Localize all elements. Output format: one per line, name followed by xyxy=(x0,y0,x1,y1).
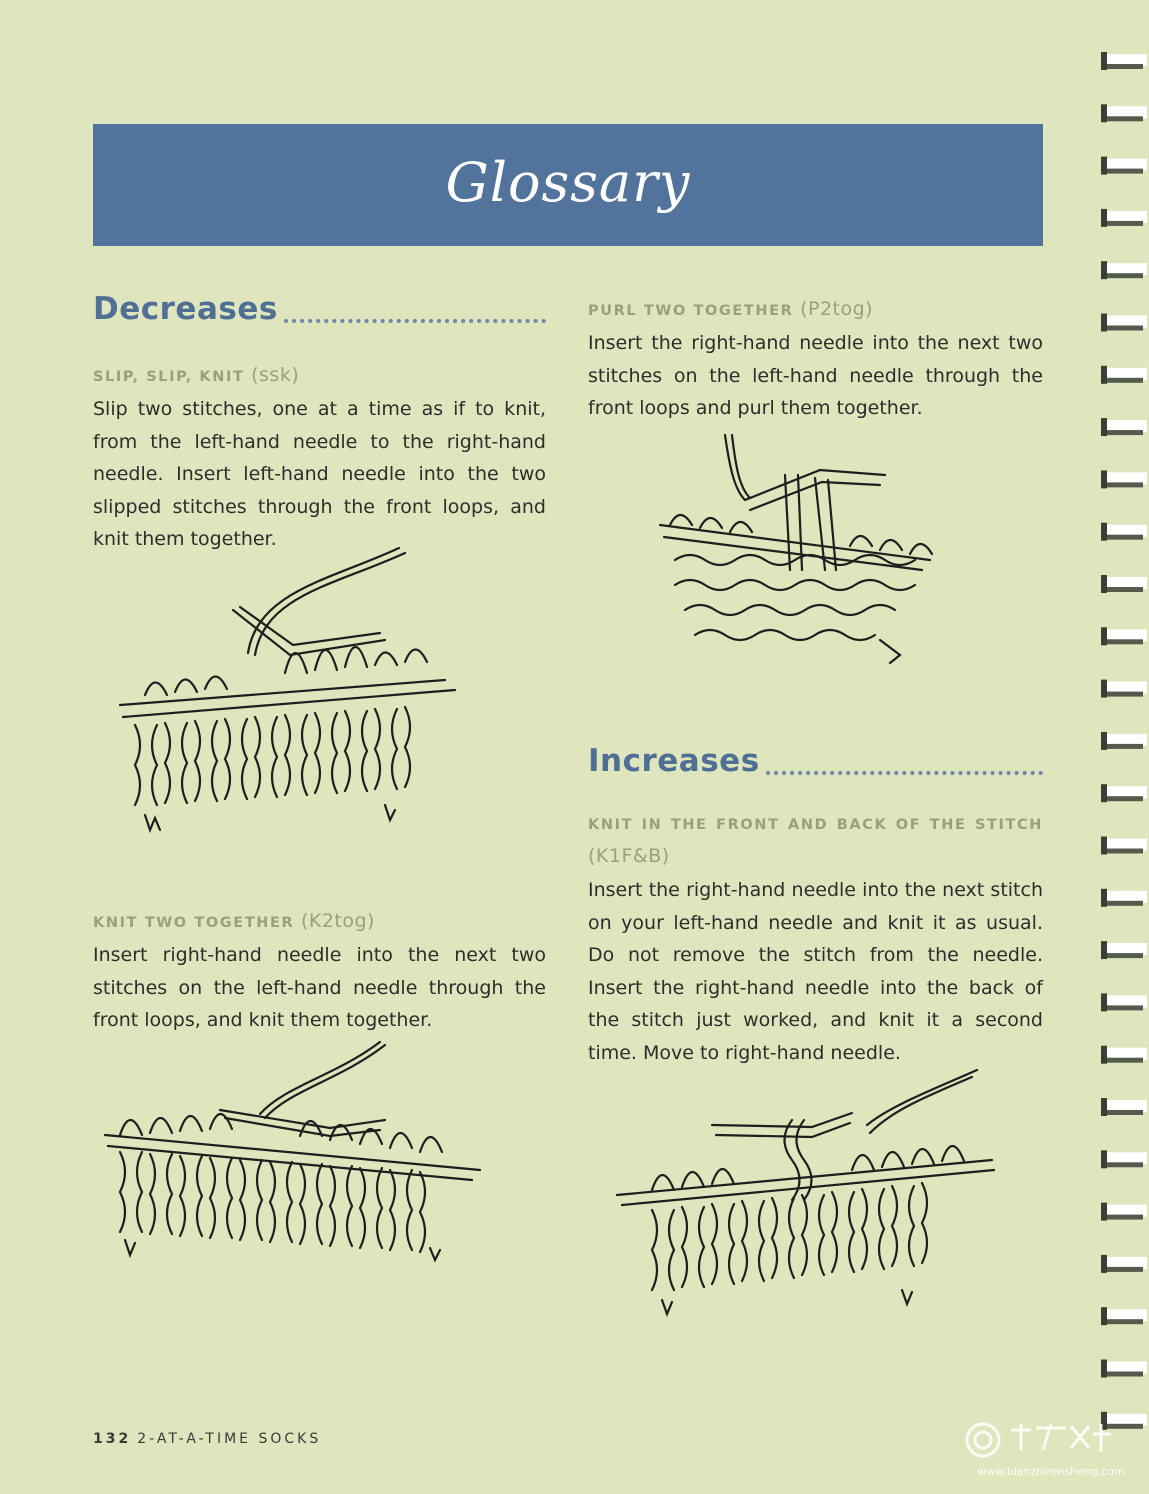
binding-ring xyxy=(1101,418,1147,436)
binding-ring xyxy=(1101,941,1147,959)
entry-ssk xyxy=(93,360,546,556)
entry-ssk-abbr: (ssk) xyxy=(251,364,300,386)
book-title: 2-AT-A-TIME SOCKS xyxy=(137,1431,322,1447)
decreases-heading xyxy=(93,286,546,326)
entry-k2tog xyxy=(93,906,546,1037)
binding-ring xyxy=(1101,470,1147,488)
entry-k2tog-text: Insert right-hand needle into the next two stitches on the left-hand needle through the front loops, and knit them together. xyxy=(93,944,546,1031)
entry-kfb xyxy=(588,810,1043,1069)
watermark-logo xyxy=(961,1416,1141,1480)
entry-kfb-text: Insert the right-hand needle into the next stitch on your left-hand needle and knit it as usual. Do not remove the stitch from the needle. Insert the right-hand needle into the back of the stitch just worked, and knit it a second time. Move to right-hand needle. xyxy=(588,879,1043,1064)
binding-ring xyxy=(1101,1150,1147,1168)
entry-ssk-text: Slip two stitches, one at a time as if to knit, from the left-hand needle to the right-hand needle. Insert left-hand needle into the two slipped stitches through the front loops, and knit them together. xyxy=(93,398,546,550)
entry-k2tog-name: KNIT TWO TOGETHER xyxy=(93,915,295,931)
entry-p2tog xyxy=(588,294,1043,425)
page-footer xyxy=(93,1431,321,1447)
watermark-url: www.bianzhirensheng.com xyxy=(977,1465,1125,1478)
binding-ring xyxy=(1101,732,1147,750)
binding-ring xyxy=(1101,1360,1147,1378)
binding-ring xyxy=(1101,1307,1147,1325)
entry-kfb-name: KNIT IN THE FRONT AND BACK OF THE STITCH xyxy=(588,817,1043,833)
kfb-illustration xyxy=(612,1065,1002,1320)
binding-ring xyxy=(1101,366,1147,384)
entry-p2tog-title xyxy=(588,294,1043,327)
binding-ring xyxy=(1101,889,1147,907)
binding-ring xyxy=(1101,680,1147,698)
binding-ring xyxy=(1101,575,1147,593)
entry-k2tog-abbr: (K2tog) xyxy=(300,910,375,932)
k2tog-illustration xyxy=(100,1040,485,1265)
entry-k2tog-title xyxy=(93,906,546,939)
binding-ring xyxy=(1101,1098,1147,1116)
heading-dotted-rule xyxy=(284,319,546,323)
glossary-banner xyxy=(93,124,1043,246)
binding-ring xyxy=(1101,209,1147,227)
binding-ring xyxy=(1101,837,1147,855)
binding-ring xyxy=(1101,784,1147,802)
entry-kfb-abbr: (K1F&B) xyxy=(588,845,670,867)
binding-ring xyxy=(1101,314,1147,332)
binding-ring xyxy=(1101,104,1147,122)
binding-ring xyxy=(1101,52,1147,70)
entry-p2tog-abbr: (P2tog) xyxy=(800,298,874,320)
page-number: 132 xyxy=(93,1431,132,1447)
decreases-heading-text: Decreases xyxy=(93,291,278,327)
binding-ring xyxy=(1101,523,1147,541)
binding-ring xyxy=(1101,1255,1147,1273)
entry-ssk-name: SLIP, SLIP, KNIT xyxy=(93,369,245,385)
entry-p2tog-text: Insert the right-hand needle into the next two stitches on the left-hand needle through the front loops and purl them together. xyxy=(588,332,1043,419)
p2tog-illustration xyxy=(650,430,950,670)
binding-ring xyxy=(1101,1046,1147,1064)
entry-kfb-title xyxy=(588,810,1043,874)
entry-p2tog-name: PURL TWO TOGETHER xyxy=(588,303,794,319)
page-title: Glossary xyxy=(445,150,691,214)
binding-ring xyxy=(1101,261,1147,279)
ssk-illustration xyxy=(115,545,465,835)
increases-heading xyxy=(588,738,1043,778)
spiral-binding xyxy=(1097,40,1149,1460)
binding-ring xyxy=(1101,157,1147,175)
heading-dotted-rule xyxy=(766,771,1043,775)
increases-heading-text: Increases xyxy=(588,743,760,779)
binding-ring xyxy=(1101,993,1147,1011)
binding-ring xyxy=(1101,1203,1147,1221)
entry-ssk-title xyxy=(93,360,546,393)
binding-ring xyxy=(1101,627,1147,645)
